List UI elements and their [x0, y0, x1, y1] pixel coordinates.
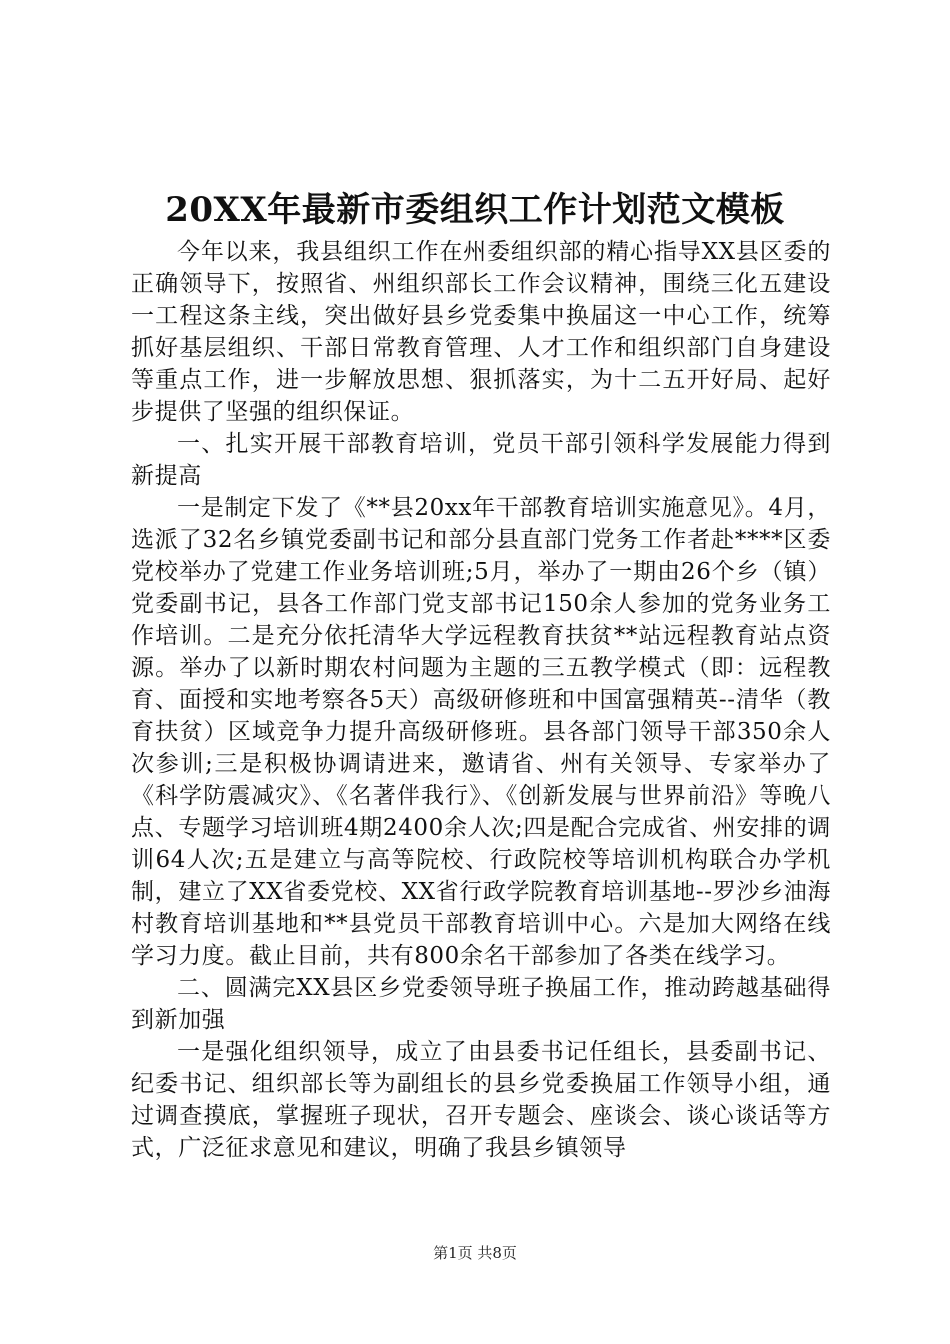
page-number-footer: 第1页 共8页: [433, 1244, 517, 1262]
section-heading-2: 二、圆满完XX县区乡党委领导班子换届工作，推动跨越基础得到新加强: [131, 975, 831, 1033]
paragraph-leadership: 一是强化组织领导，成立了由县委书记任组长，县委副书记、纪委书记、组织部长等为副组长的县乡党委换届工作领导小组，通过调查摸底，掌握班子现状，召开专题会、座谈会、谈心谈话等方式，广泛征求意见和建议，明确了我县乡镇领导: [131, 1039, 831, 1161]
paragraph-intro: 今年以来，我县组织工作在州委组织部的精心指导XX县区委的正确领导下，按照省、州组织部长工作会议精神，围绕三化五建设一工程这条主线，突出做好县乡党委集中换届这一中心工作，统筹抓好基层组织、干部日常教育管理、人才工作和组织部门自身建设等重点工作，进一步解放思想、狠抓落实，为十二五开好局、起好步提供了坚强的组织保证。: [131, 239, 831, 425]
paragraph-training: 一是制定下发了《**县20xx年干部教育培训实施意见》。4月，选派了32名乡镇党委副书记和部分县直部门党务工作者赴****区委党校举办了党建工作业务培训班;5月，举办了一期由26个乡（镇）党委副书记，县各工作部门党支部书记150余人参加的党务业务工作培训。二是充分依托清华大学远程教育扶贫**站远程教育站点资源。举办了以新时期农村问题为主题的三五教学模式（即：远程教育、面授和实地考察各5天）高级研修班和中国富强精英--清华（教育扶贫）区域竞争力提升高级研修班。县各部门领导干部350余人次参训;三是积极协调请进来，邀请省、州有关领导、专家举办了《科学防震减灾》、《名著伴我行》、《创新发展与世界前沿》等晚八点、专题学习培训班4期2400余人次;四是配合完成省、州安排的调训64人次;五是建立与高等院校、行政院校等培训机构联合办学机制，建立了XX省委党校、XX省行政学院教育培训基地--罗沙乡油海村教育培训基地和**县党员干部教育培训中心。六是加大网络在线学习力度。截止目前，共有800余名干部参加了各类在线学习。: [131, 495, 831, 969]
document-title: 20XX年最新市委组织工作计划范文模板: [165, 190, 785, 230]
document-body: [131, 236, 831, 1164]
section-heading-1: 一、扎实开展干部教育培训，党员干部引领科学发展能力得到新提高: [131, 431, 831, 489]
